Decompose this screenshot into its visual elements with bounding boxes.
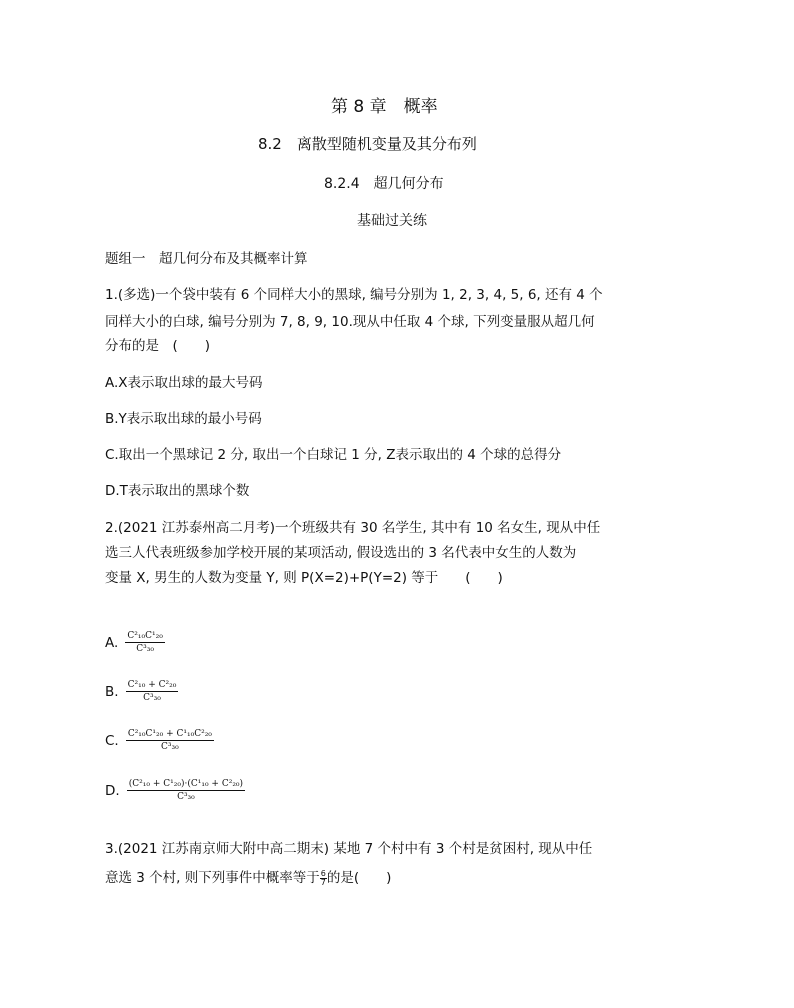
q3-line2-suffix: 的是( ) xyxy=(326,870,392,886)
q2-option-c-fraction xyxy=(126,730,214,752)
q2-line2: 选三人代表班级参加学校开展的某项活动, 假设选出的 3 名代表中女生的人数为 xyxy=(105,545,577,561)
q1-line1: 1.(多选)一个袋中装有 6 个同样大小的黑球, 编号分别为 1, 2, 3, 4, 5, 6, 还有 4 个 xyxy=(105,287,603,303)
q1-line3: 分布的是 ( ) xyxy=(105,338,211,354)
q2-option-a xyxy=(105,632,165,654)
q2-option-d-fraction xyxy=(127,780,245,802)
q2-option-d-denominator: C³₃₀ xyxy=(177,792,195,802)
chapter-title: 第 8 章 概率 xyxy=(331,97,438,117)
q2-option-c-numerator: C²₁₀C¹₂₀ + C¹₁₀C²₂₀ xyxy=(127,729,212,739)
q2-option-a-numerator: C²₁₀C¹₂₀ xyxy=(127,631,163,641)
q3-fraction-denominator: 7 xyxy=(320,877,326,887)
q1-option-d: D.T表示取出的黑球个数 xyxy=(105,483,250,499)
q2-option-b-fraction xyxy=(126,681,179,703)
q3-fraction-numerator: 6 xyxy=(320,868,326,878)
q1-line2: 同样大小的白球, 编号分别为 7, 8, 9, 10.现从中任取 4 个球, 下列变量服从超几何 xyxy=(105,314,595,330)
q2-option-c-label: C. xyxy=(105,733,119,749)
q2-option-c-denominator: C³₃₀ xyxy=(161,742,179,752)
q2-option-b xyxy=(105,681,178,703)
q1-option-a: A.X表示取出球的最大号码 xyxy=(105,375,263,391)
q3-line2 xyxy=(105,866,391,887)
q2-option-d-label: D. xyxy=(105,783,120,799)
q2-option-b-denominator: C³₃₀ xyxy=(143,693,161,703)
subsection-title: 8.2.4 超几何分布 xyxy=(324,176,444,192)
group-title: 题组一 超几何分布及其概率计算 xyxy=(105,251,308,267)
q2-line1: 2.(2021 江苏泰州高二月考)一个班级共有 30 名学生, 其中有 10 名女生, 现从中任 xyxy=(105,520,601,536)
q1-option-c: C.取出一个黑球记 2 分, 取出一个白球记 1 分, Z表示取出的 4 个球的总得分 xyxy=(105,447,562,463)
q3-line1: 3.(2021 江苏南京师大附中高二期末) 某地 7 个村中有 3 个村是贫困村, 现从中任 xyxy=(105,841,593,857)
q2-option-a-label: A. xyxy=(105,635,119,651)
q2-option-c xyxy=(105,730,214,752)
q1-option-b: B.Y表示取出球的最小号码 xyxy=(105,411,262,427)
q2-option-a-fraction xyxy=(125,632,164,654)
q3-line2-prefix: 意选 3 个村, 则下列事件中概率等于 xyxy=(105,870,320,886)
section-title: 8.2 离散型随机变量及其分布列 xyxy=(258,135,477,153)
q3-fraction xyxy=(320,870,327,887)
q2-option-a-denominator: C³₃₀ xyxy=(136,644,154,654)
practice-heading: 基础过关练 xyxy=(357,213,427,229)
q2-option-d xyxy=(105,780,245,802)
q2-option-b-numerator: C²₁₀ + C²₂₀ xyxy=(127,680,177,690)
q2-option-d-numerator: (C²₁₀ + C¹₂₀)·(C¹₁₀ + C²₂₀) xyxy=(128,779,244,789)
q2-line3: 变量 X, 男生的人数为变量 Y, 则 P(X=2)+P(Y=2) 等于 ( ) xyxy=(105,570,503,586)
q2-option-b-label: B. xyxy=(105,684,119,700)
